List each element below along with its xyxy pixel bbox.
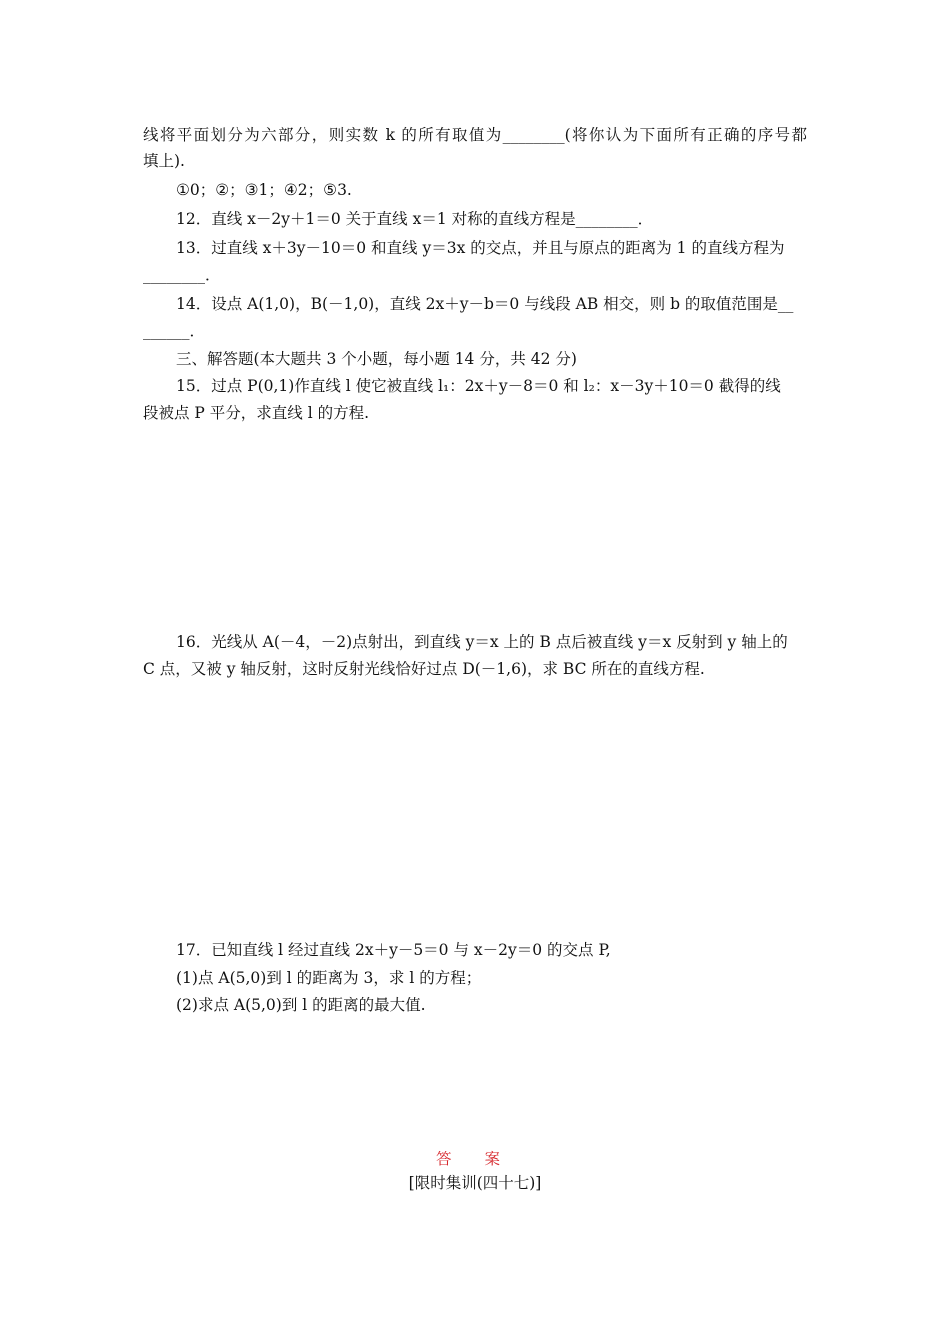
question-16-line-2: C 点，又被 y 轴反射，这时反射光线恰好过点 D(－1,6)，求 BC 所在的直线方程.	[143, 660, 705, 678]
question-15-line-1: 15．过点 P(0,1)作直线 l 使它被直线 l₁：2x＋y－8＝0 和 l₂：x－3y＋10＝0 截得的线	[176, 377, 781, 395]
question-14-line-1: 14．设点 A(1,0)，B(－1,0)，直线 2x＋y－b＝0 与线段 AB 相交，则 b 的取值范围是__	[176, 295, 794, 313]
section-3-heading: 三、解答题(本大题共 3 个小题，每小题 14 分，共 42 分)	[176, 350, 577, 368]
question-13-line-1: 13．过直线 x＋3y－10＝0 和直线 y＝3x 的交点，并且与原点的距离为 1 的直线方程为	[176, 239, 785, 257]
question-11-options: ①0；②；③1；④2；⑤3.	[176, 181, 352, 199]
question-17-intro: 17．已知直线 l 经过直线 2x＋y－5＝0 与 x－2y＝0 的交点 P,	[176, 941, 611, 959]
question-11-line-1: 线将平面划分为六部分，则实数 k 的所有取值为________(将你认为下面所有正确的序号都	[143, 126, 807, 144]
question-12: 12．直线 x－2y＋1＝0 关于直线 x＝1 对称的直线方程是________．	[176, 210, 654, 228]
answer-heading: 答 案	[436, 1150, 514, 1168]
question-15-line-2: 段被点 P 平分，求直线 l 的方程.	[143, 404, 370, 422]
question-16-line-1: 16．光线从 A(－4，－2)点射出，到直线 y＝x 上的 B 点后被直线 y＝x 反射到 y 轴上的	[176, 633, 788, 651]
question-17-part-1: (1)点 A(5,0)到 l 的距离为 3，求 l 的方程；	[176, 969, 482, 987]
question-11-line-2: 填上).	[143, 152, 185, 170]
question-17-part-2: (2)求点 A(5,0)到 l 的距离的最大值.	[176, 996, 426, 1014]
question-14-line-2: ______．	[143, 322, 206, 340]
question-13-line-2: ________．	[143, 266, 221, 284]
answer-subheading: [限时集训(四十七)]	[408, 1174, 542, 1192]
